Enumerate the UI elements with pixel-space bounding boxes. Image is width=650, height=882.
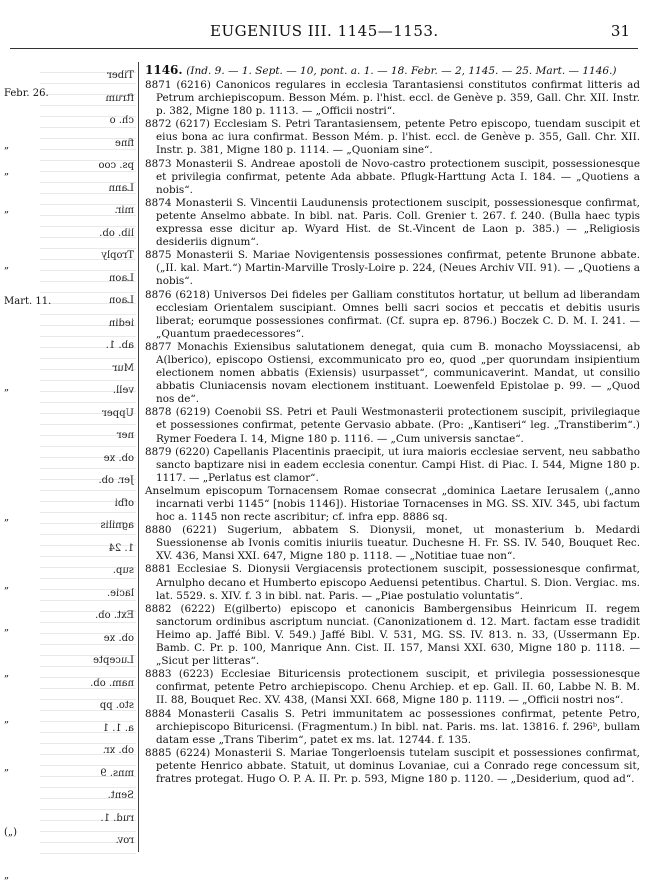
regest-entry [145, 197, 640, 249]
entry-text: E(gilberto) episcopo et canonicis Bambergensibus Heinricum II. regem sanctorum ordinibus ascriptum nunciat. (Canonizationem d. 12. Mart. factam esse tradidit Heimo ap. Jaffé Bibl. V. 549.) Jaffé Bibl. V. 531, MG. SS. IV. 813. n. 33, (Ussermann Ep. Bamb. C. Pr. p. 100, Manrique Ann. Cist. II. 157, Mansi XXI. 630, Migne 180 p. 1118. — „Sicut per litteras“. [156, 602, 640, 668]
register-text [145, 63, 640, 786]
bleed-through-text: Tiber [107, 70, 134, 81]
bleed-through-line [0, 408, 136, 420]
bleed-through-line [0, 340, 136, 352]
entry-list [145, 79, 640, 786]
bleed-through-line [0, 453, 136, 465]
bleed-through-line [0, 610, 136, 622]
bleed-through-text: ob. xe [103, 452, 134, 464]
entry-old-number: (6222) [180, 602, 216, 615]
bleed-through-text: Laon [108, 272, 134, 284]
entry-old-number: (6219) [175, 406, 211, 419]
entry-text: Universos Dei fideles per Galliam constitutos hortatur, ut bellum ad liberandam ecclesiam Orientalem suscipiant. Omnes belli sacri socios et peccatis et debitis usuris liberat; eorumque possessiones confirmat. (Cf. supra ep. 8796.) Boczek C. D. M. I. 241. — „Quantum praedecessores“. [156, 288, 640, 340]
running-header [0, 22, 650, 42]
bleed-through-text: 1. 24 [108, 542, 134, 554]
bleed-through-line [0, 678, 136, 690]
entry-text: Monasterii Casalis S. Petri immunitatem ac possessiones confirmat, petente Petro, archiepiscopo Bituricensi. (Fragmentum.) In bibl. nat. Paris. ms. lat. 13816. f. 296ᵇ, bullam datam esse „Trans Tiberim“, patet ex ms. lat. 12744. f. 135. [156, 707, 640, 746]
entry-text: Coenobii SS. Petri et Pauli Westmonasterii protectionem suscipit, privilegiaque et possessiones confirmat, petente Gervasio abbate. (Pro: „Kantiseri“ leg. „Transtiberim“.) Rymer Foedera I. 14, Migne 180 p. 1116. — „Cum universis sanctae“. [156, 406, 640, 445]
regest-entry [145, 524, 640, 563]
margin-date: „ [4, 260, 10, 271]
regest-entry [145, 79, 640, 118]
bleed-through-text: ch. o [109, 115, 134, 126]
regest-entry [145, 603, 640, 668]
entry-number: 8871 [145, 79, 172, 91]
bleed-through-text: Upper [102, 407, 134, 419]
regest-entry [145, 708, 640, 747]
entry-number: 8877 [145, 340, 172, 353]
entry-text: Ecclesiae S. Dionysii Vergiacensis protectionem suscipit, possessionesque confirmat, Arnulpho decano et Humberto episcopo Aeduensi petentibus. Chartul. S. Dion. Vergiac. ms. lat. 5529. s. XIV. f. 3 in bibl. nat. Paris. — „Piae postulatio voluntatis“. [156, 563, 640, 602]
bleed-through-line [0, 273, 136, 285]
bleed-through-line [0, 183, 136, 195]
bleed-through-line [0, 700, 136, 712]
bleed-through-line [0, 138, 136, 150]
bleed-through-text: Laon [108, 295, 134, 306]
entry-old-number: (6218) [175, 288, 210, 301]
margin-date: „ [4, 512, 10, 523]
bleed-through-line [0, 295, 136, 307]
bleed-through-line [0, 813, 136, 825]
bleed-through-text: mns. 9 [100, 767, 134, 779]
regest-entry [145, 747, 640, 786]
bleed-through-text: lacie. [106, 587, 134, 599]
entry-number: 8874 [145, 196, 172, 209]
bleed-through-line [0, 745, 136, 757]
margin-date: „ [4, 580, 10, 591]
entry-text: Monasterii S. Mariae Tongerloensis tutelam suscipit et possessiones confirmat, petente Henrico abbate. Statuit, ut dominus Lovaniae, cui a Conrado rege concessum sit, fratres protegat. Hugo O. P. A. II. Pr. p. 593, Migne 180 p. 1120. — „Desiderium, quod ad“. [156, 746, 640, 785]
regest-entry [145, 563, 640, 602]
bleed-through-line [0, 93, 136, 105]
bleed-through-line [0, 250, 136, 262]
year-indiction: (Ind. 9. — 1. Sept. — 10, pont. a. 1. — 18. Febr. — 2, 1145. — 25. Mart. — 1146.) [186, 65, 617, 77]
entry-text: Monasterii S. Mariae Novigentensis possessiones confirmat, petente Brunone abbate. („II. kal. Mart.“) Martin-Marville Trosly-Loire p. 224, (Neues Archiv VII. 91). — „Quotiens a nobis“. [156, 249, 641, 288]
entry-text: Monasterii S. Vincentii Laudunensis protectionem suscipit, possessionesque confirmat, petente Anselmo abbate. In bibl. nat. Paris. Coll. Grenier t. 267. f. 240. (Bulla haec typis expressa esse dicitur ap. Wyard Hist. de St.-Vincent de Laon p. 385.) — „Religiosis desideriis dignum“. [156, 196, 640, 249]
bleed-through-line [0, 205, 136, 217]
entry-number: 8873 [145, 157, 172, 170]
entry-text: Monachis Exiensibus salutationem denegat, quia cum B. monacho Moyssiacensi, ab A(lberico), episcopo Ostiensi, excommunicato pro eo, quod „per quorundam insipientium electionem nomen abbatis (Exiensis) usurpasset“, communicaverint. Mandat, ut consilio abbatis Cluniacensis novam electionem instituant. Loewenfeld Epistolae p. 99. — „Quod nos de“. [156, 340, 640, 406]
bleed-through-line [0, 363, 136, 375]
bleed-through-line [0, 565, 136, 577]
bleed-through-text: agnilis [100, 520, 134, 531]
regest-entry [145, 118, 640, 157]
bleed-through-text: Lann [108, 182, 134, 194]
entry-old-number: (6217) [175, 118, 210, 131]
entry-text: Ecclesiam S. Petri Tarantasiensem, petente Petro episcopo, tuendam suscipit et eius bona ac iura confirmat. Besson Mém. p. l'hist. eccl. de Genève p. 355, Gall. Chr. XII. Instr. p. 381, Migne 180 p. 1114. — „Quoniam sine“. [156, 118, 641, 157]
margin-date: „ [4, 762, 10, 773]
margin-date: („) [4, 827, 17, 838]
entry-old-number: (6223) [178, 668, 214, 681]
entry-number: 8882 [145, 602, 172, 615]
year-number: 1146. [145, 63, 183, 77]
bleed-through-text: Lucepte [93, 655, 134, 666]
bleed-through-text: ps. coo [98, 160, 134, 171]
bleed-through-line [0, 475, 136, 487]
bleed-through-line [0, 723, 136, 735]
margin-date: „ [4, 870, 10, 881]
bleed-through-text: rov. [115, 835, 134, 846]
bleed-through-text: mir. [114, 205, 134, 216]
bleed-through-text: Sent. [107, 790, 134, 801]
bleed-through-text: Mur [112, 362, 134, 374]
regest-entry [145, 406, 640, 445]
regest-entry [145, 289, 640, 341]
entry-number: 8880 [145, 524, 172, 537]
margin-date-row [0, 870, 136, 882]
bleed-through-text: iedin [108, 317, 134, 329]
bleed-through-text: vell. [112, 385, 134, 396]
entry-number: 8872 [145, 118, 172, 131]
bleed-through-text: Ext. ob. [95, 610, 134, 621]
bleed-through-line [0, 498, 136, 510]
entry-old-number: (6221) [182, 524, 217, 537]
entry-number: 8876 [145, 288, 172, 301]
bleed-through-line [0, 633, 136, 645]
margin-date: „ [4, 166, 10, 177]
margin-date: „ [4, 382, 10, 393]
regest-entry [145, 485, 640, 524]
bleed-through-text: sto. pp [99, 700, 134, 711]
header-rule [10, 48, 638, 49]
bleed-through-text: ob. xr. [102, 745, 134, 756]
entry-number: 8885 [145, 746, 172, 759]
regest-entry [145, 249, 640, 288]
regest-entry [145, 668, 640, 707]
entry-number: 8884 [145, 707, 172, 720]
entry-text: Capellanis Placentinis praecipit, ut iura maioris ecclesiae servent, neu sabbatho sancto baptizare nisi in eadem ecclesia conentur. Campi Hist. di Piac. I. 544, Migne 180 p. 1117. — „Perlatus est clamor“. [156, 445, 640, 484]
bleed-through-line [0, 160, 136, 172]
entry-old-number: (6216) [176, 79, 211, 91]
bleed-through-line [0, 520, 136, 532]
regest-entry [145, 341, 640, 406]
bleed-through-text: rud. 1. [100, 812, 134, 824]
bleed-through-line [0, 655, 136, 667]
bleed-through-text: a. 1. 1 [102, 722, 134, 734]
bleed-through-line [0, 790, 136, 802]
margin-date: Mart. 11. [4, 296, 52, 307]
bleed-through-text: ftrum [105, 92, 134, 104]
bleed-through-text: sup. [112, 565, 134, 576]
entry-number: 8875 [145, 249, 172, 262]
bleed-through-text: nam. ob. [90, 677, 134, 689]
bleed-through-line [0, 543, 136, 555]
bleed-through-text: lib. ob. [99, 227, 134, 239]
entry-text: Monasterii S. Andreae apostoli de Novo-castro protectionem suscipit, possessionesque et privilegia confirmat, petente Ada abbate. Pflugk-Harttung Acta I. 184. — „Quotiens a nobis“. [156, 157, 640, 196]
bleed-through-line [0, 385, 136, 397]
margin-date: „ [4, 140, 10, 151]
bleed-through-line [0, 430, 136, 442]
entry-old-number: (6220) [175, 445, 210, 458]
entry-text: Ecclesiae Bituricensis protectionem suscipit, et privilegia possessionesque confirmat, petente Petro archiepiscopo. Chenu Archiep. et ep. Gall. II. 60, Labbe N. B. M. II. 88, Bouquet Rec. XV. 438, (Mansi XXI. 668, Migne 180 p. 1119. — „Officii nostri nos“. [156, 668, 640, 707]
bleed-through-text: fine [114, 137, 134, 149]
bleed-through-text: ofbi [114, 497, 134, 509]
bleed-through-text: Troply [101, 250, 134, 261]
entry-number: 8879 [145, 445, 172, 458]
entry-old-number: (6224) [175, 746, 211, 759]
running-title: EUGENIUS III. 1145—1153. [210, 22, 439, 40]
bleed-through-line [0, 228, 136, 240]
bleed-through-text: ab. 1. [105, 340, 134, 351]
margin-date: Febr. 26. [4, 88, 49, 99]
column-divider [138, 62, 139, 852]
entry-text: Canonicos regulares in ecclesia Tarantasiensi constitutos confirmat litteris ad Petrum archiepiscopum. Besson Mém. p. l'hist. eccl. de Genève p. 359, Gall. Chr. XII. Instr. p. 382, Migne 180 p. 1113. — „Officii nostri“. [156, 79, 640, 118]
bleed-through-line [0, 318, 136, 330]
bleed-through-text: ob. xe [103, 632, 134, 644]
entry-number: 8883 [145, 668, 172, 681]
margin-date: „ [4, 668, 10, 679]
margin-date: „ [4, 622, 10, 633]
entry-text: Anselmum episcopum Tornacensem Romae consecrat „dominica Laetare Ierusalem („anno incarnati verbi 1145“ [nobis 1146]). Historiae Tornacenses in MG. SS. XIV. 345, ubi factum hoc a. 1145 non recte ascribitur; cf. infra epp. 8886 sq. [145, 484, 640, 524]
regest-entry [145, 446, 640, 485]
page-number: 31 [610, 22, 630, 40]
entry-number: 8881 [145, 563, 172, 576]
entry-text: Sugerium, abbatem S. Dionysii, monet, ut monasterium b. Medardi Suessionense ab Ivonis comitis iniuriis tueatur. Duchesne H. Fr. SS. IV. 540, Bouquet Rec. XV. 436, Mansi XXI. 647, Migne 180 p. 1118. — „Notitiae tuae non“. [156, 524, 640, 563]
bleed-through-line [0, 835, 136, 847]
bleed-through-line [0, 588, 136, 600]
margin-date: „ [4, 714, 10, 725]
regest-entry [145, 158, 640, 197]
bleed-through-line [0, 768, 136, 780]
bleed-through-line [0, 70, 136, 82]
bleed-through-text: ner [116, 430, 134, 441]
date-margin [0, 62, 136, 881]
year-heading [145, 63, 640, 78]
margin-date: „ [4, 204, 10, 215]
bleed-through-line [0, 115, 136, 127]
bleed-through-text: Jer. ob. [98, 475, 134, 486]
entry-number: 8878 [145, 406, 172, 419]
